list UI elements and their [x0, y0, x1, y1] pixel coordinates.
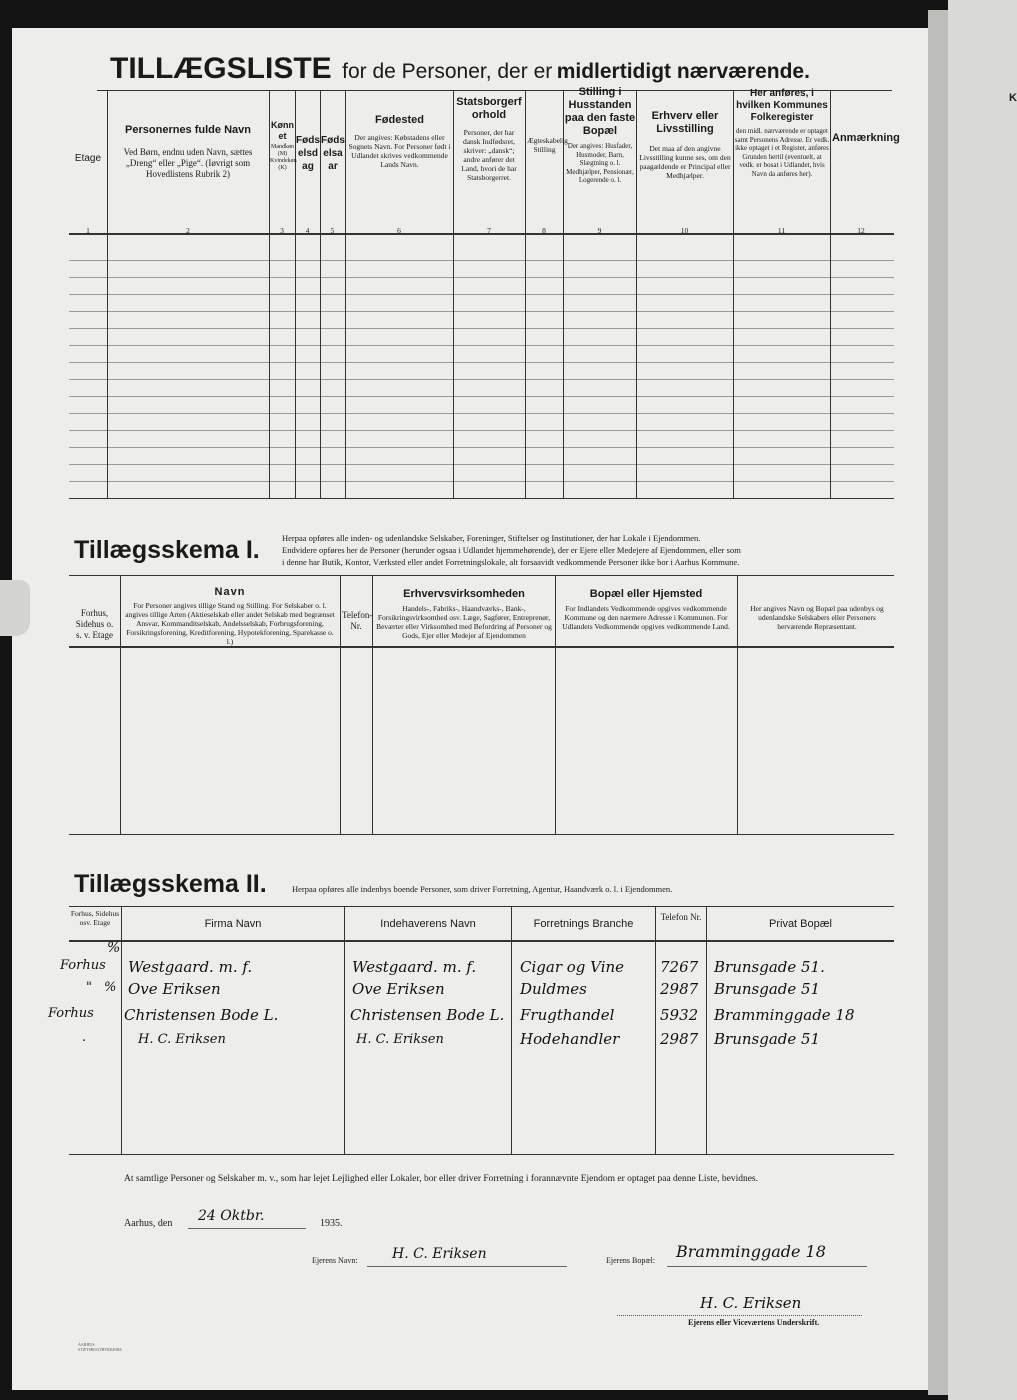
owner-name-handwritten: H. C. Eriksen	[392, 1246, 487, 1262]
skema2-col-indehaver: Indehaverens Navn	[380, 918, 476, 930]
row-telefon: 2987	[660, 980, 699, 998]
col-number: 10	[680, 226, 689, 235]
skema1-col-bopael	[558, 588, 734, 631]
date-year: 1935.	[320, 1218, 343, 1229]
skema1-description	[282, 532, 902, 568]
signature-handwritten: H. C. Eriksen	[700, 1294, 802, 1312]
col-erhverv-note: Det maa af den angivne Livsstilling kunne ses, om den paagældende er Principal eller Medhjælper.	[639, 144, 731, 180]
col-koen-note: Mandkøn (M) Kvindekøn (K)	[270, 144, 297, 171]
col-koen-cell	[270, 120, 295, 172]
skema2-description: Herpaa opføres alle indenbys boende Personer, som driver Forretning, Agentur, Haandværk o. l. i Ejendommen.	[292, 884, 673, 894]
row-bopael: Brunsgade 51	[714, 1030, 821, 1048]
col-koen-header: Kønnet	[271, 120, 294, 141]
col-navn-note: Ved Børn, endnu uden Navn, sættes „Dreng“ eller „Pige“. (Iøvrigt som Hovedlistens Rubrik 2)	[123, 147, 253, 179]
col-etage-header: Etage	[74, 153, 102, 164]
owner-name-label: Ejerens Navn:	[312, 1256, 358, 1265]
title-bold: midlertidigt nærværende.	[556, 60, 810, 83]
col-statsborger-cell	[455, 96, 523, 182]
col-foedested-header: Fødested	[375, 114, 424, 126]
skema1-desc-line: Endvidere opføres her de Personer (herunder ogsaa i Udlandet hjemmehørende), der er Ejere eller Medejere af Ejendommen, eller som	[282, 545, 741, 555]
row-firma: H. C. Eriksen	[138, 1032, 226, 1047]
skema1-col-erhverv	[375, 588, 553, 640]
skema1-col-navn	[124, 586, 336, 646]
row-bopael: Brunsgade 51	[714, 980, 821, 998]
signature-label: Ejerens eller Viceværtens Underskrift.	[688, 1318, 820, 1327]
skema1-col-erhverv-header: Erhvervsvirksomheden	[403, 588, 525, 600]
col-foedselsaar-header: Fødselsaar	[321, 135, 345, 172]
skema1-desc-line: i denne har Butik, Kontor, Værksted eller andet Forretningslokale, alt forsaavidt vedkommende Personer ikke bor i Aarhus Kommune.	[282, 557, 740, 567]
skema1-col-etage: Forhus, Sidehus o. s. v. Etage	[75, 608, 114, 640]
col-number: 6	[397, 226, 401, 235]
skema2-title: Tillægsskema II.	[74, 870, 267, 898]
row-firma: Ove Eriksen	[128, 980, 221, 998]
col-folkeregister-note: den midl. nærværende er optaget samt Personens Adresse. Er vedk. ikke optaget i et Register, anføres Grunden hertil (eventuelt, at vedk. er bosat i Udlandet, hvis Navn da anføres her).	[734, 127, 830, 178]
row-note: %	[107, 940, 121, 956]
skema2-col-firma: Firma Navn	[204, 918, 262, 930]
col-number: 4	[305, 226, 310, 235]
row-etage: Forhus	[48, 1006, 94, 1021]
row-firma: Westgaard. m. f.	[128, 958, 253, 976]
row-etage: .	[82, 1030, 87, 1045]
owner-address-handwritten: Bramminggade 18	[676, 1242, 826, 1261]
form-page	[12, 28, 928, 1390]
row-etage: Forhus	[60, 958, 106, 973]
row-bopael: Bramminggade 18	[714, 1006, 855, 1024]
skema1-col-bopael-header: Bopæl eller Hjemsted	[589, 588, 703, 600]
skema1-col-navn-note: For Personer angives tillige Stand og Stilling. For Selskaber o. l. angives tillige Arten (Aktieselskab eller andet Selskab med begrænset Ansvar, Kommanditselskab, Andelsselskab, Forbrugsforening, Forsikringsforening, Kreditforening, Hypotekforening, Sparekasse o. l.)	[125, 601, 335, 646]
col-number: 7	[487, 226, 491, 235]
next-page-fragment: K	[1009, 92, 1017, 104]
skema2-col-telefon: Telefon Nr.	[660, 912, 702, 922]
skema2-col-bopael: Privat Bopæl	[769, 918, 832, 930]
row-branche: Duldmes	[520, 980, 587, 998]
date-place-label: Aarhus, den	[124, 1218, 173, 1229]
row-indehaver: Ove Eriksen	[352, 980, 445, 998]
col-aegteskab-header: Ægteskabelig Stilling	[527, 136, 568, 154]
row-branche: Frugthandel	[520, 1006, 615, 1024]
skema1-col-erhverv-note: Handels-, Fabriks-, Haandværks-, Bank-, Forsikringsvirksomhed osv. Læge, Sagfører, Entreprenør, Beværter eller Virksomhed med Befordring af Personer og Gods, Ejer eller Medejer af Ejendommen	[376, 604, 552, 640]
col-number: 5	[330, 226, 335, 235]
col-stilling-cell	[564, 86, 636, 185]
skema2-col-etage: Forhus, Sidehus osv. Etage	[70, 909, 120, 927]
skema1-col-navn-header: Navn	[214, 586, 246, 598]
col-foedested-cell	[348, 114, 451, 169]
binding-spine	[928, 10, 948, 1395]
next-page-edge	[948, 0, 1017, 1400]
col-statsborger-note: Personer, der har dansk Indfødsret, skriver: „dansk“; andre anfører det Land, hvori de har Statsborgerret.	[461, 128, 517, 182]
torn-page-corner	[0, 580, 30, 636]
col-folkeregister-header: Her anføres, i hvilken Kommunes Folkeregister	[736, 88, 828, 123]
row-bopael: Brunsgade 51.	[714, 958, 825, 976]
row-etage: "	[86, 980, 92, 995]
row-indehaver: Christensen Bode L.	[350, 1006, 505, 1024]
footer-date-line	[124, 1218, 172, 1229]
col-navn-header: Personernes fulde Navn	[125, 124, 251, 136]
footer-statement: At samtlige Personer og Selskaber m. v., som har lejet Lejlighed eller Lokaler, bor eller driver Forretning i forannævnte Ejendom er optaget paa denne Liste, bevidnes.	[124, 1174, 758, 1184]
title-rest: for de Personer, der er	[342, 60, 553, 83]
col-folkeregister-cell	[734, 88, 830, 178]
row-telefon: 2987	[660, 1030, 699, 1048]
col-number: 1	[86, 226, 90, 235]
printer-mark: AARHUS STIFTSBOGTRYKKERIE	[78, 1342, 122, 1352]
skema1-col-telefon: Telefon-Nr.	[342, 610, 373, 631]
date-handwritten: 24 Oktbr.	[198, 1208, 265, 1224]
row-indehaver: Westgaard. m. f.	[352, 958, 477, 976]
col-number: 11	[777, 226, 786, 235]
col-foedested-note: Der angives: Købstadens eller Sognets Navn. For Personer født i Udlandet skrives vedkommende Lands Navn.	[348, 133, 451, 169]
skema1-col-repraesentant: Her angives Navn og Bopæl paa udenbys og udenlandske Selskabers eller Personers herværende Repræsentant.	[750, 604, 884, 631]
col-number: 8	[542, 226, 546, 235]
col-erhverv-cell	[638, 110, 732, 180]
row-telefon: 7267	[660, 958, 699, 976]
row-note: %	[104, 980, 117, 995]
col-navn-cell	[111, 124, 265, 180]
col-erhverv-header: Erhverv eller Livsstilling	[651, 110, 719, 135]
row-branche: Hodehandler	[520, 1030, 620, 1048]
col-statsborger-header: Statsborgerforhold	[456, 96, 522, 121]
col-number: 12	[857, 226, 865, 235]
row-indehaver: H. C. Eriksen	[356, 1032, 444, 1047]
title-main: TILLÆGSLISTE	[110, 52, 332, 85]
owner-address-label: Ejerens Bopæl:	[606, 1256, 656, 1265]
row-telefon: 5932	[660, 1006, 699, 1024]
col-number: 9	[597, 226, 602, 235]
col-stilling-note: Der angives: Husfader, Husmoder, Barn, Slægtning o. l. Medhjælper, Pensionær, Logerende o. l.	[566, 142, 634, 184]
skema1-title: Tillægsskema I.	[74, 536, 260, 564]
skema2-col-branche: Forretnings Branche	[533, 918, 634, 930]
col-foedselsdag-header: Fødselsdag	[296, 135, 320, 172]
col-number: 3	[280, 226, 284, 235]
col-anmaerkning-header: Anmærkning	[832, 132, 900, 144]
skema1-desc-line: Herpaa opføres alle inden- og udenlandske Selskaber, Foreninger, Stiftelser og Institutioner, der har Lokale i Ejendommen.	[282, 533, 701, 543]
col-stilling-header: Stilling i Husstanden paa den faste Bopæl	[564, 86, 636, 137]
skema1-col-bopael-note: For Indlandets Vedkommende opgives vedkommende Kommune og den nærmere Adresse i Kommunen. For Udlandets Vedkommende opgives vedkommende Land.	[562, 604, 730, 631]
row-branche: Cigar og Vine	[520, 958, 625, 976]
col-number: 2	[186, 226, 190, 235]
row-firma: Christensen Bode L.	[124, 1006, 279, 1024]
form-title	[110, 52, 810, 86]
